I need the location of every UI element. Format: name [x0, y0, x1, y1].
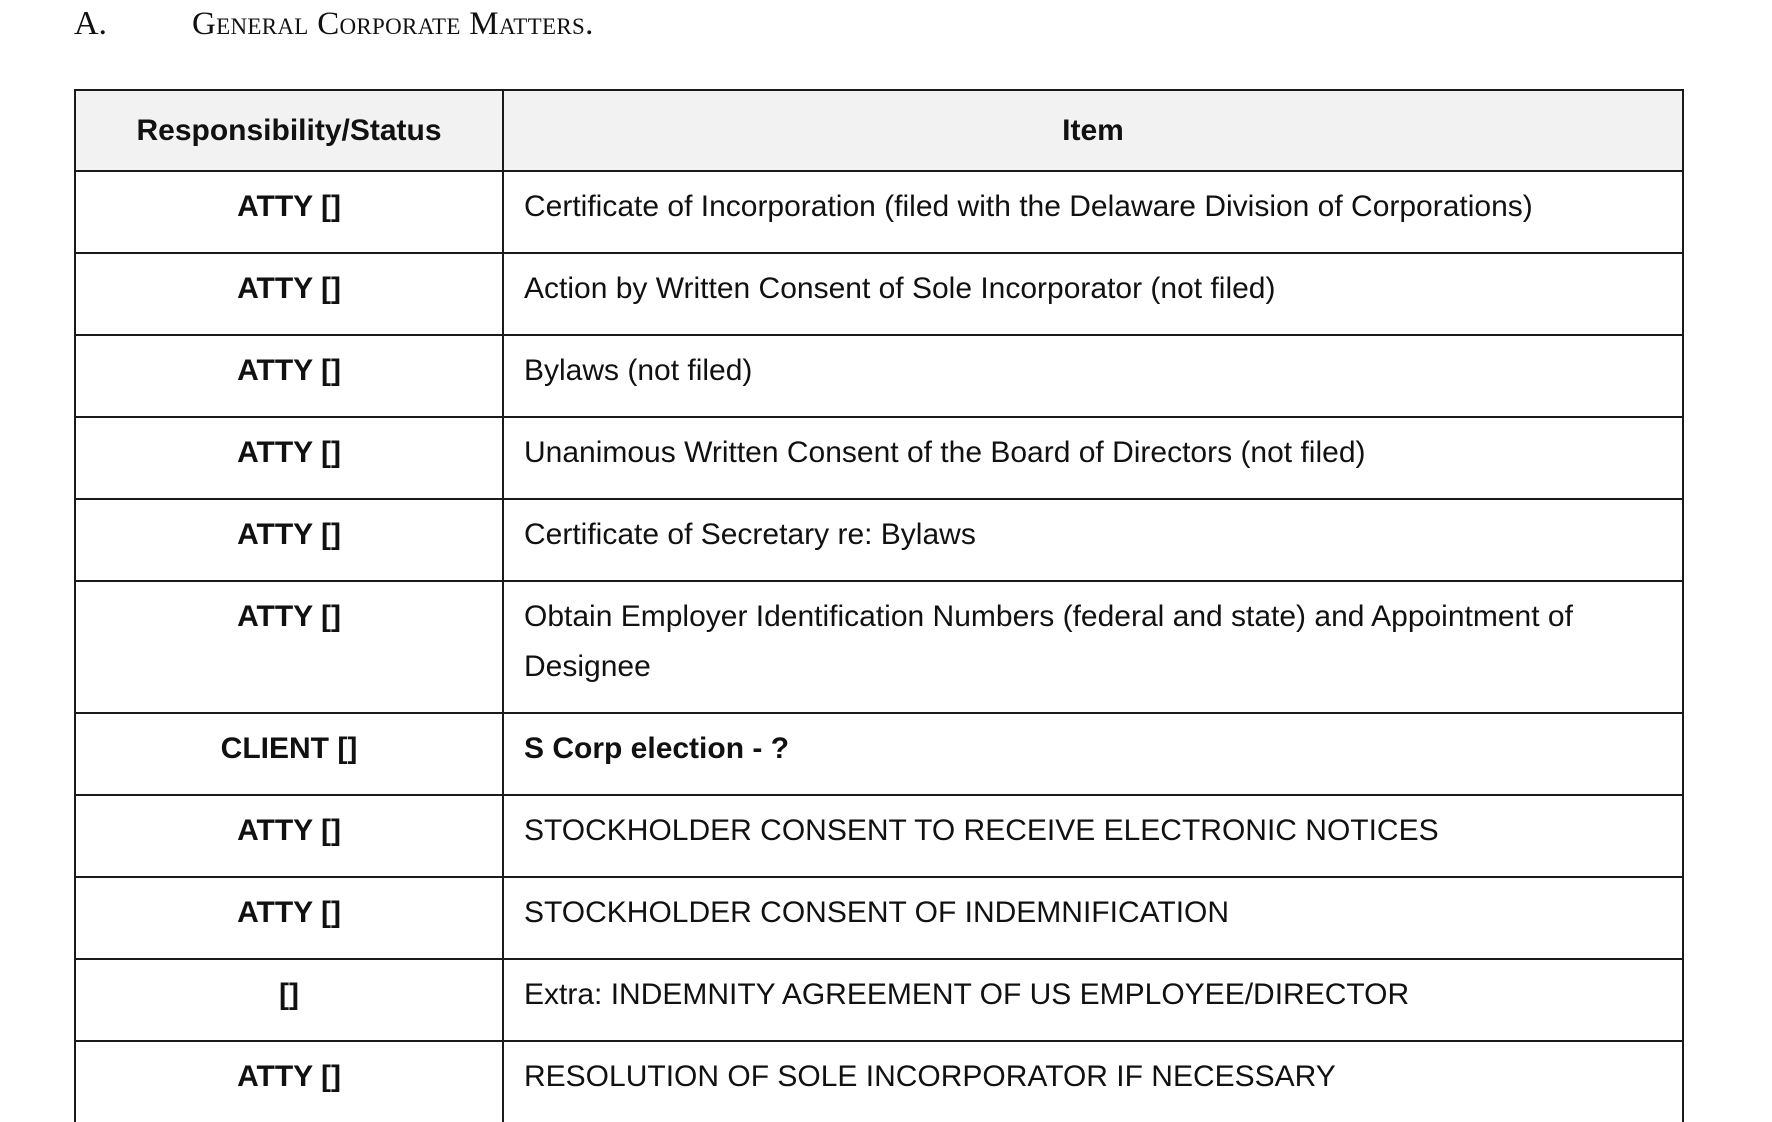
item-cell: Certificate of Incorporation (filed with the Delaware Division of Corporations): [503, 171, 1683, 253]
item-cell: Extra: INDEMNITY AGREEMENT OF US EMPLOYEE/DIRECTOR: [503, 959, 1683, 1041]
status-cell: ATTY []: [75, 171, 503, 253]
table-row: [75, 171, 1683, 253]
table-row: [75, 417, 1683, 499]
status-cell: []: [75, 959, 503, 1041]
item-cell: STOCKHOLDER CONSENT OF INDEMNIFICATION: [503, 877, 1683, 959]
item-cell: Bylaws (not filed): [503, 335, 1683, 417]
section-heading: [74, 4, 594, 44]
status-cell: ATTY []: [75, 877, 503, 959]
table-row: [75, 335, 1683, 417]
table-header-row: [75, 90, 1683, 171]
status-cell: ATTY []: [75, 581, 503, 713]
table-row: [75, 499, 1683, 581]
status-cell: ATTY []: [75, 417, 503, 499]
item-cell: Action by Written Consent of Sole Incorporator (not filed): [503, 253, 1683, 335]
item-cell: STOCKHOLDER CONSENT TO RECEIVE ELECTRONIC NOTICES: [503, 795, 1683, 877]
table-row: [75, 253, 1683, 335]
header-responsibility-status: Responsibility/Status: [75, 90, 503, 171]
table-row: [75, 581, 1683, 713]
status-cell: ATTY []: [75, 795, 503, 877]
general-corporate-matters-table: [74, 89, 1684, 1122]
status-cell: ATTY []: [75, 253, 503, 335]
item-cell: Certificate of Secretary re: Bylaws: [503, 499, 1683, 581]
table-row: [75, 1041, 1683, 1122]
section-number: A.: [74, 5, 108, 42]
table-row: [75, 795, 1683, 877]
header-item: Item: [503, 90, 1683, 171]
status-cell: CLIENT []: [75, 713, 503, 795]
status-cell: ATTY []: [75, 1041, 503, 1122]
section-title: General Corporate Matters.: [192, 5, 594, 42]
item-cell: RESOLUTION OF SOLE INCORPORATOR IF NECESSARY: [503, 1041, 1683, 1122]
table-row: [75, 713, 1683, 795]
item-cell: Unanimous Written Consent of the Board of Directors (not filed): [503, 417, 1683, 499]
table-row: [75, 959, 1683, 1041]
table-row: [75, 877, 1683, 959]
item-cell: S Corp election - ?: [503, 713, 1683, 795]
status-cell: ATTY []: [75, 499, 503, 581]
status-cell: ATTY []: [75, 335, 503, 417]
item-cell: Obtain Employer Identification Numbers (federal and state) and Appointment of Designee: [503, 581, 1683, 713]
